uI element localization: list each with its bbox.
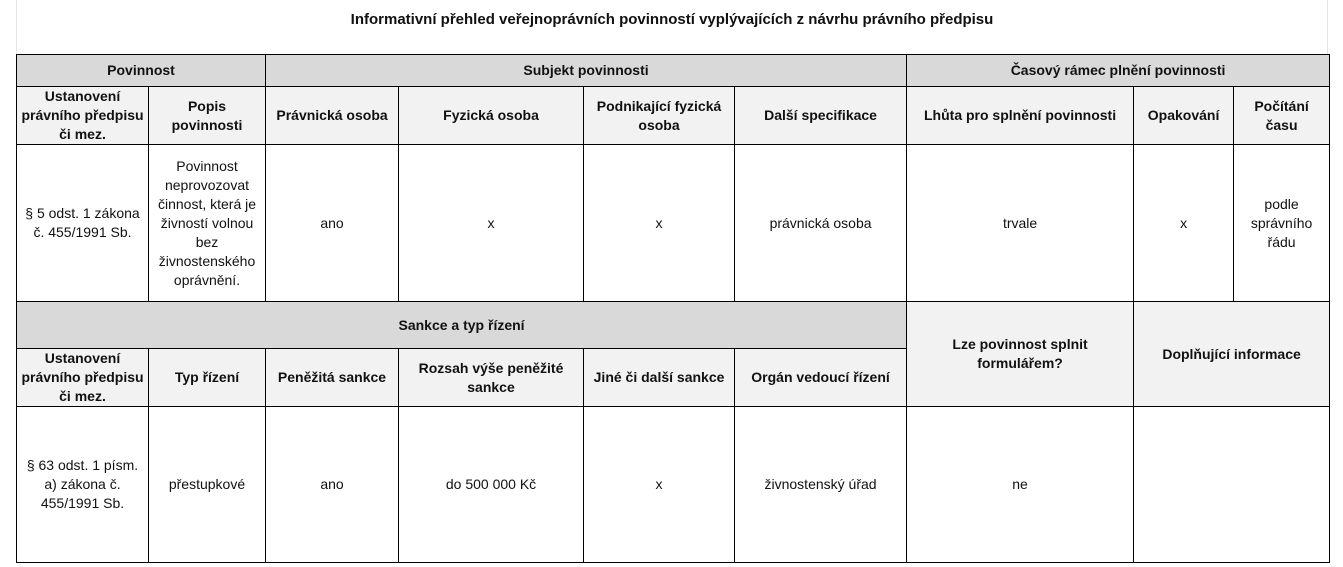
cell-doplnujici (1134, 407, 1330, 563)
top-group-header-row (17, 55, 1330, 87)
header-dalsi-specifikace: Další specifikace (735, 87, 907, 145)
group-povinnost: Povinnost (17, 55, 266, 87)
cell-pocitani-casu: podle správního řádu (1234, 145, 1330, 302)
header-ustanoveni: Ustanovení právního předpisu či mez. (17, 87, 149, 145)
header-pravnicka-osoba: Právnická osoba (266, 87, 399, 145)
cell-pravnicka-osoba: ano (266, 145, 399, 302)
header-formular: Lze povinnost splnit formulářem? (907, 302, 1134, 407)
cell-organ: živnostenský úřad (735, 407, 907, 563)
header-doplnujici: Doplňující informace (1134, 302, 1330, 407)
header-jine-sankce: Jiné či další sankce (584, 349, 735, 407)
header-organ: Orgán vedoucí řízení (735, 349, 907, 407)
header-pocitani-casu: Počítání času (1234, 87, 1330, 145)
header-typ-rizeni: Typ řízení (149, 349, 266, 407)
cell-jine-sankce: x (584, 407, 735, 563)
cell-rozsah-sankce: do 500 000 Kč (399, 407, 584, 563)
top-data-row (17, 145, 1330, 302)
cell-formular: ne (907, 407, 1134, 563)
cell-sankce-ustanoveni: § 63 odst. 1 písm. a) zákona č. 455/1991 Sb. (17, 407, 149, 563)
cell-dalsi-specifikace: právnická osoba (735, 145, 907, 302)
group-subjekt: Subjekt povinnosti (266, 55, 907, 87)
header-lhuta: Lhůta pro splnění povinnosti (907, 87, 1134, 145)
cell-fyzicka-osoba: x (399, 145, 584, 302)
header-popis: Popis povinnosti (149, 87, 266, 145)
title-box (16, 0, 1328, 54)
bottom-group-header-row (17, 302, 1330, 349)
cell-typ-rizeni: přestupkové (149, 407, 266, 563)
cell-ustanoveni: § 5 odst. 1 zákona č. 455/1991 Sb. (17, 145, 149, 302)
group-casovy-ramec: Časový rámec plnění povinnosti (907, 55, 1330, 87)
top-column-header-row (17, 87, 1330, 145)
cell-podnikajici-osoba: x (584, 145, 735, 302)
cell-opakovani: x (1134, 145, 1234, 302)
header-opakovani: Opakování (1134, 87, 1234, 145)
cell-lhuta: trvale (907, 145, 1134, 302)
page-title: Informativní přehled veřejnoprávních povinností vyplývajících z návrhu právního předpisu (350, 11, 994, 28)
cell-penezita-sankce: ano (266, 407, 399, 563)
cell-popis: Povinnost neprovozovat činnost, která je živností volnou bez živnostenského oprávnění. (149, 145, 266, 302)
obligations-table (16, 54, 1330, 563)
bottom-data-row (17, 407, 1330, 563)
header-sankce-ustanoveni: Ustanovení právního předpisu či mez. (17, 349, 149, 407)
group-sankce: Sankce a typ řízení (17, 302, 907, 349)
header-rozsah-sankce: Rozsah výše peněžité sankce (399, 349, 584, 407)
header-podnikajici-osoba: Podnikající fyzická osoba (584, 87, 735, 145)
header-fyzicka-osoba: Fyzická osoba (399, 87, 584, 145)
header-penezita-sankce: Peněžitá sankce (266, 349, 399, 407)
